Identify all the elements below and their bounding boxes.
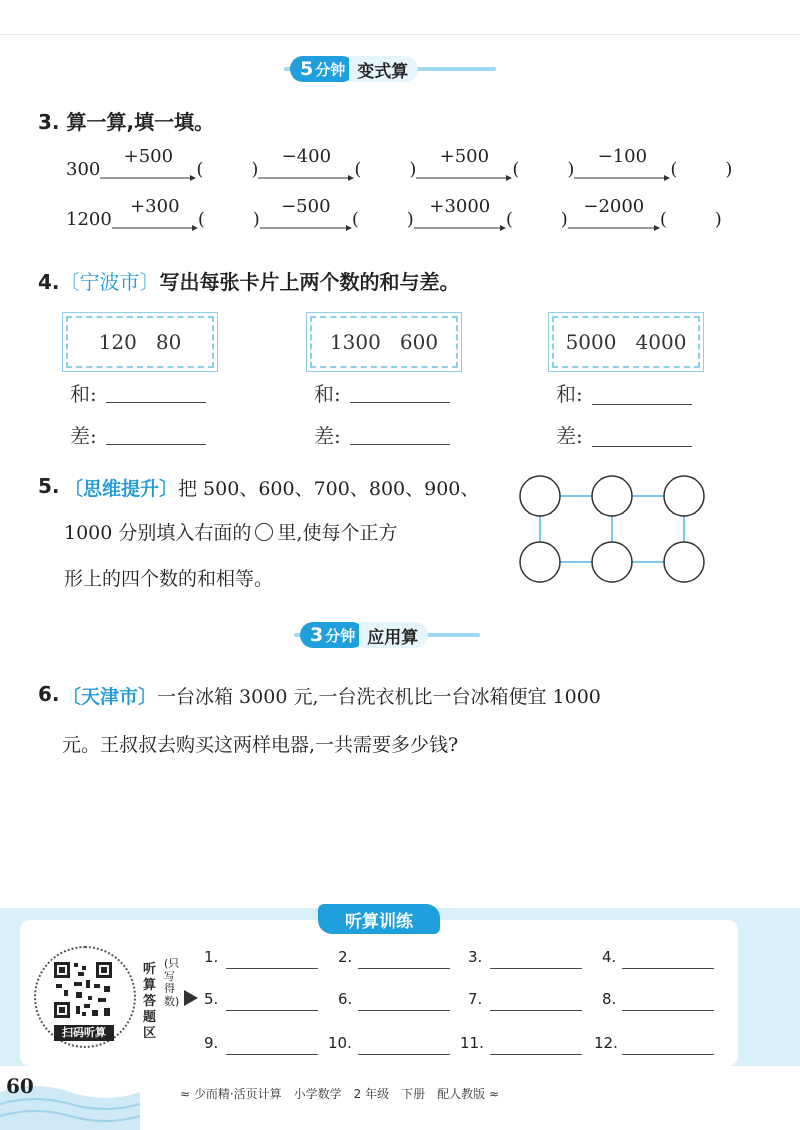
- answer-line[interactable]: [358, 968, 450, 969]
- answer-number: 1.: [204, 948, 219, 966]
- question-4-title: 4.〔宁波市〕写出每张卡片上两个数的和与差。: [38, 270, 460, 294]
- blank[interactable]: ( ): [354, 159, 417, 180]
- answer-line[interactable]: [490, 1010, 582, 1011]
- blank[interactable]: ( ): [196, 159, 259, 180]
- sum-label: 和:: [556, 382, 583, 406]
- source-tag: 〔宁波市〕: [59, 270, 160, 294]
- q3-row-2: [66, 196, 722, 236]
- answer-number: 6.: [338, 990, 353, 1008]
- blank-circle: [664, 476, 704, 516]
- operation-arrow: −100: [574, 146, 670, 186]
- answer-line[interactable]: [622, 1010, 714, 1011]
- blank-circle: [520, 476, 560, 516]
- start-value: 1200: [66, 209, 112, 230]
- section-badge: 3 分钟: [300, 622, 365, 648]
- scan-label: 扫码听算: [54, 1025, 114, 1041]
- section-title: 应用算: [359, 622, 428, 648]
- operation-arrow: +3000: [414, 196, 506, 236]
- footer-text: ≈ 少而精·活页计算 小学数学 2 年级 下册 配人教版 ≈: [180, 1087, 500, 1101]
- answer-line[interactable]: [592, 446, 692, 447]
- blank-circle: [592, 476, 632, 516]
- answer-number: 12.: [594, 1034, 618, 1052]
- question-5-number: 5.: [38, 474, 60, 498]
- operation-arrow: −2000: [568, 196, 660, 236]
- source-tag: 〔天津市〕: [62, 686, 158, 708]
- number-card: 5000 4000: [552, 316, 700, 368]
- answer-number: 10.: [328, 1034, 352, 1052]
- question-6-number: 6.: [38, 682, 60, 706]
- source-tag: 〔思维提升〕: [64, 478, 179, 500]
- q3-row-1: [66, 146, 732, 186]
- circle-square-diagram: [516, 470, 708, 588]
- circle-symbol: [255, 523, 273, 541]
- answer-line[interactable]: [226, 1054, 318, 1055]
- section-header-application: [300, 622, 480, 648]
- blank-circle: [592, 542, 632, 582]
- question-5-line-2: 1000 分别填入右面的 里,使每个正方: [64, 522, 398, 544]
- blank[interactable]: ( ): [197, 209, 260, 230]
- diff-label: 差:: [556, 424, 583, 448]
- answer-line[interactable]: [358, 1054, 450, 1055]
- answer-line[interactable]: [226, 1010, 318, 1011]
- start-value: 300: [66, 159, 101, 180]
- answer-line[interactable]: [592, 404, 692, 405]
- answer-line[interactable]: [350, 402, 450, 403]
- operation-arrow: −400: [258, 146, 354, 186]
- question-6-line-1: 〔天津市〕一台冰箱 3000 元,一台洗衣机比一台冰箱便宜 1000: [62, 686, 601, 708]
- top-rule: [0, 34, 800, 35]
- diff-label: 差:: [314, 424, 341, 448]
- answer-number: 11.: [460, 1034, 484, 1052]
- answer-number: 4.: [602, 948, 617, 966]
- qr-code-icon: [52, 960, 114, 1020]
- blank[interactable]: ( ): [512, 159, 575, 180]
- operation-arrow: +500: [416, 146, 512, 186]
- question-5-line-3: 形上的四个数的和相等。: [64, 568, 274, 590]
- listen-answer-rows: [200, 946, 730, 1066]
- number-card: 120 80: [66, 316, 214, 368]
- section-title: 变式算: [349, 56, 418, 82]
- blank[interactable]: ( ): [659, 209, 722, 230]
- blank[interactable]: ( ): [505, 209, 568, 230]
- blank-circle: [520, 542, 560, 582]
- answer-line[interactable]: [358, 1010, 450, 1011]
- answer-number: 9.: [204, 1034, 219, 1052]
- answer-line[interactable]: [622, 1054, 714, 1055]
- section-header-variation: [290, 56, 490, 82]
- answer-line[interactable]: [490, 1054, 582, 1055]
- answer-line[interactable]: [106, 444, 206, 445]
- listening-title: 听算训练: [318, 904, 440, 934]
- answer-area-note: (只写得数): [164, 957, 180, 1008]
- section-badge: 5 分钟: [290, 56, 355, 82]
- answer-number: 3.: [468, 948, 483, 966]
- answer-number: 7.: [468, 990, 483, 1008]
- question-3-title: 3. 算一算,填一填。: [38, 110, 215, 134]
- question-6-line-2: 元。王叔叔去购买这两样电器,一共需要多少钱?: [62, 734, 459, 756]
- sum-label: 和:: [70, 382, 97, 406]
- answer-line[interactable]: [490, 968, 582, 969]
- blank-circle: [664, 542, 704, 582]
- operation-arrow: +300: [112, 196, 198, 236]
- answer-area-label: 听算答题区: [143, 962, 157, 1041]
- answer-number: 8.: [602, 990, 617, 1008]
- diff-label: 差:: [70, 424, 97, 448]
- operation-arrow: +500: [100, 146, 196, 186]
- blank[interactable]: ( ): [670, 159, 733, 180]
- answer-line[interactable]: [350, 444, 450, 445]
- page-number: 60: [6, 1074, 34, 1098]
- blank[interactable]: ( ): [351, 209, 414, 230]
- answer-number: 5.: [204, 990, 219, 1008]
- answer-line[interactable]: [226, 968, 318, 969]
- operation-arrow: −500: [260, 196, 352, 236]
- answer-line[interactable]: [106, 402, 206, 403]
- answer-line[interactable]: [622, 968, 714, 969]
- answer-number: 2.: [338, 948, 353, 966]
- number-card: 1300 600: [310, 316, 458, 368]
- question-5-line-1: 〔思维提升〕把 500、600、700、800、900、: [64, 478, 480, 500]
- sum-label: 和:: [314, 382, 341, 406]
- play-arrow-icon: [184, 990, 198, 1006]
